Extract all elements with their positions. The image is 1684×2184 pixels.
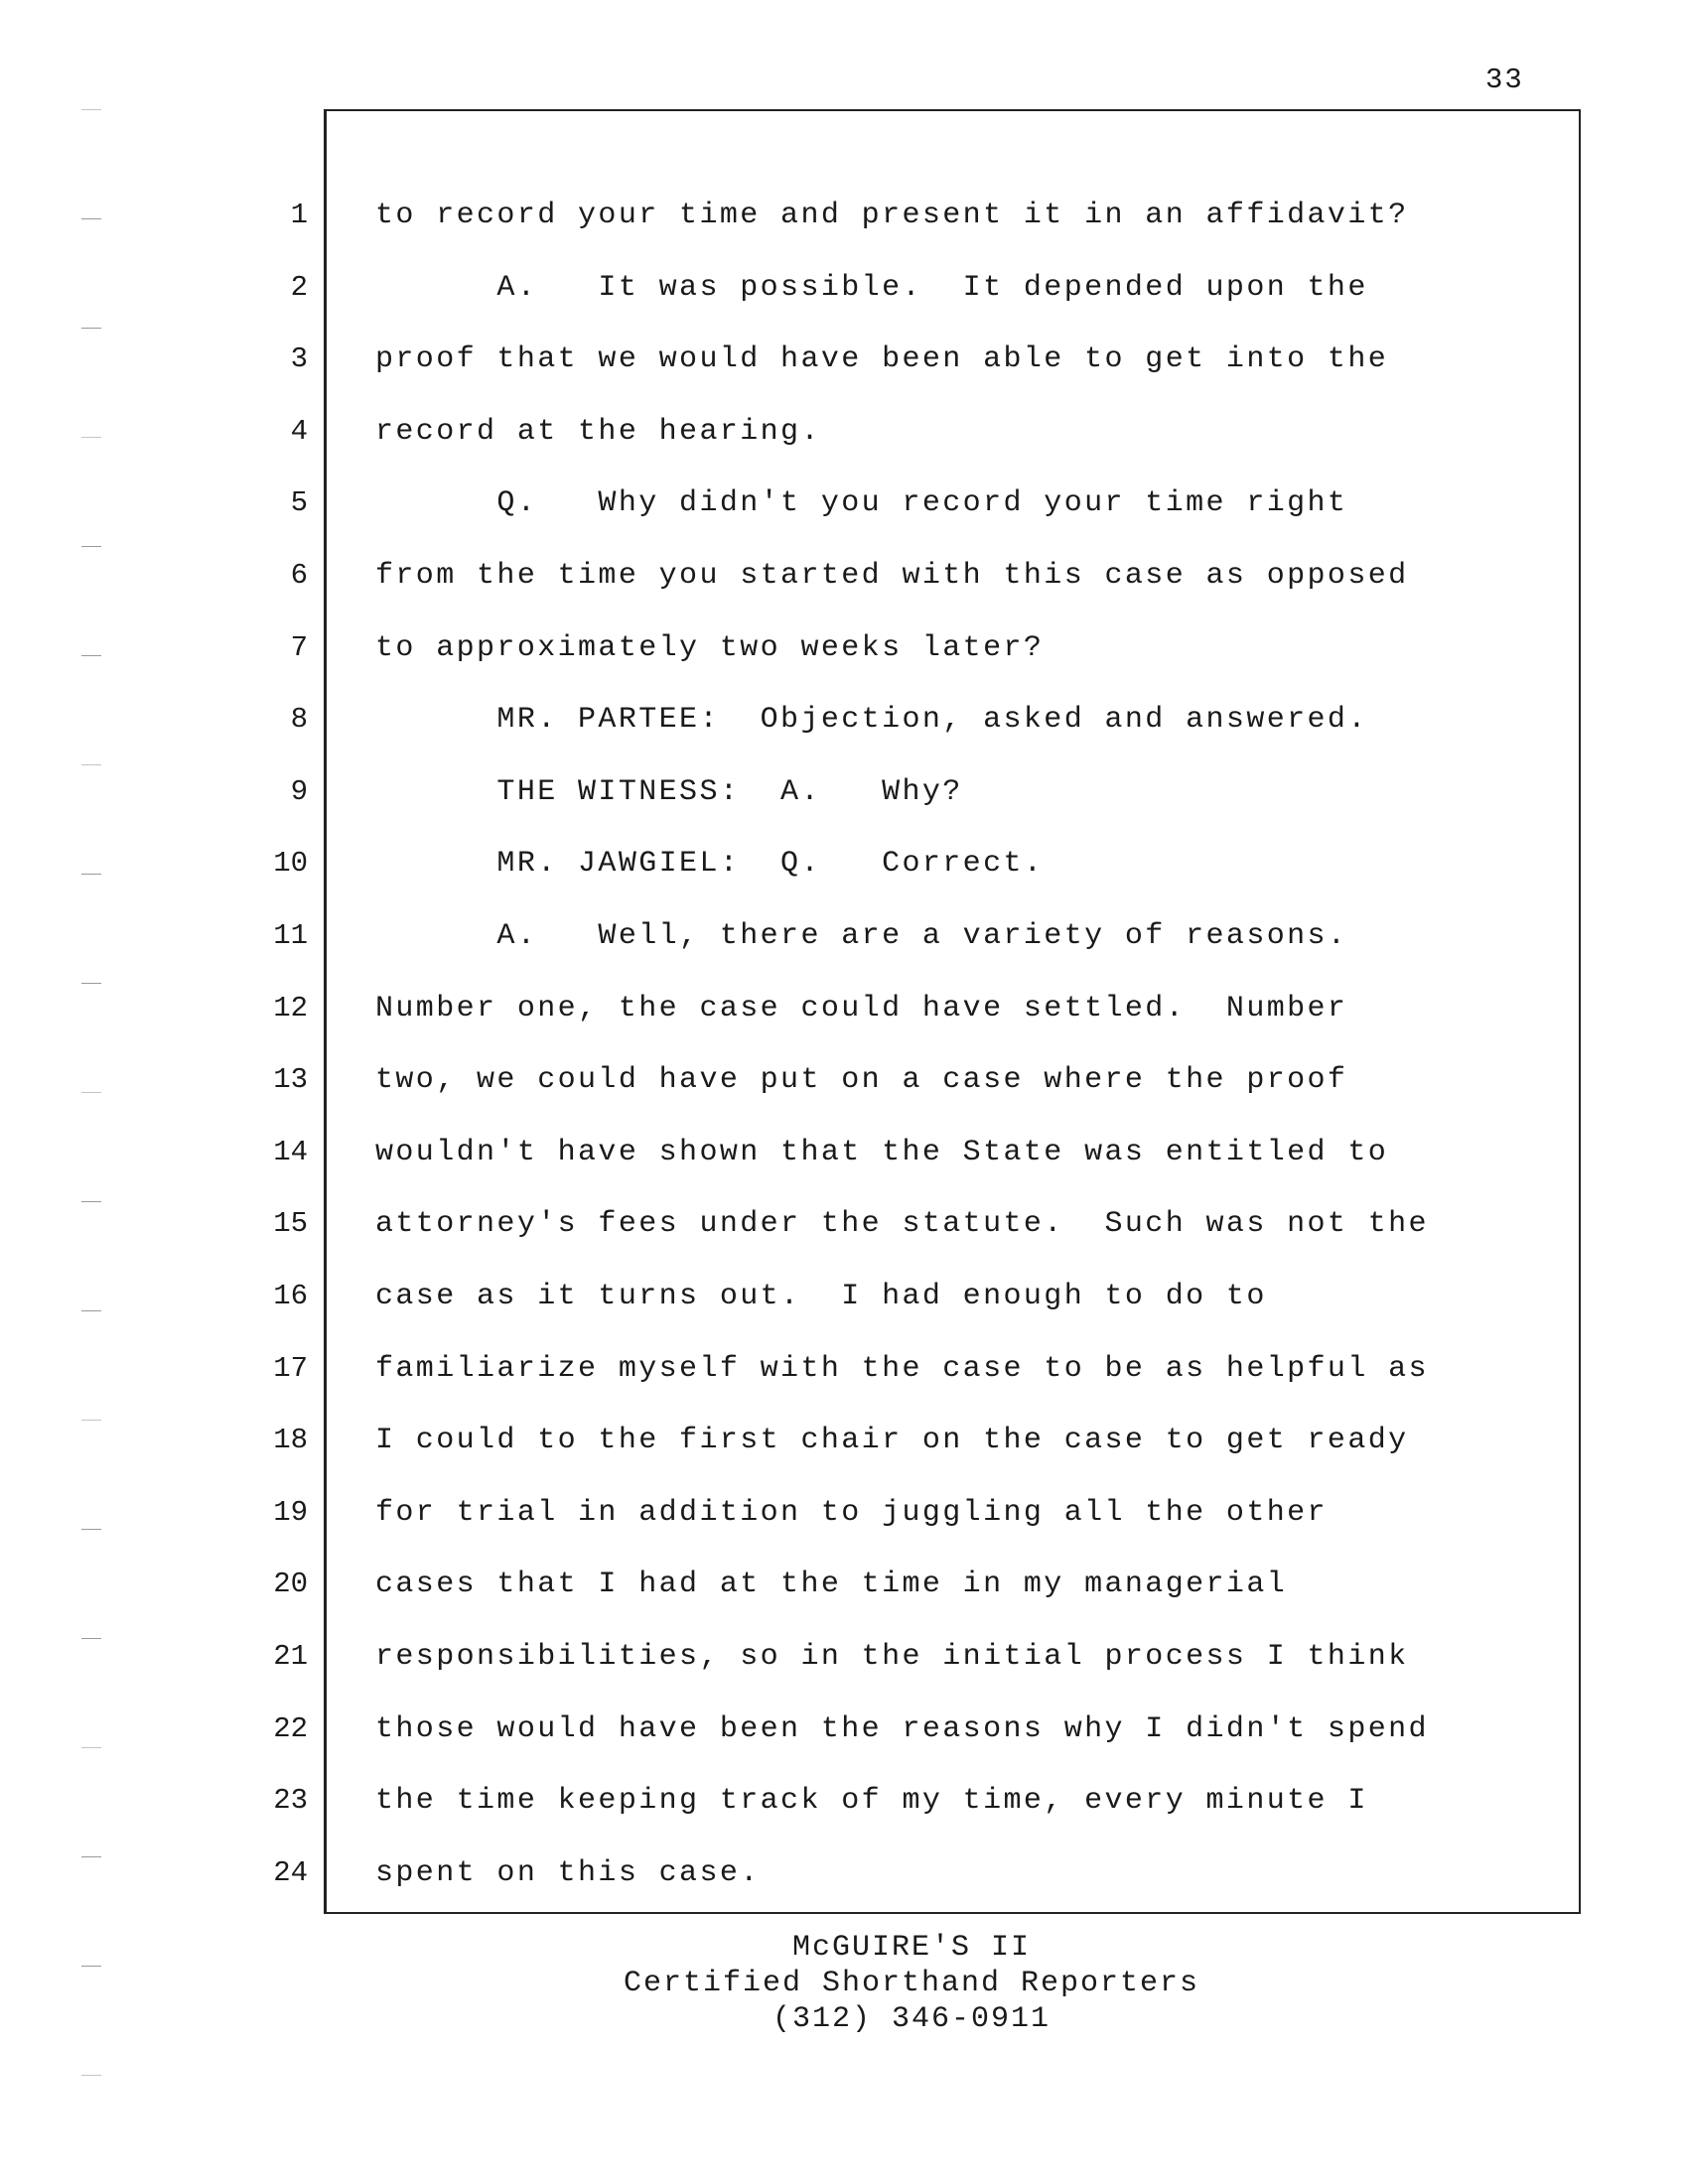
margin-tick bbox=[81, 655, 101, 656]
transcript-line: A. It was possible. It depended upon the bbox=[375, 270, 1368, 305]
line-number: 4 bbox=[290, 414, 308, 448]
line-number: 7 bbox=[290, 630, 308, 664]
transcript-line: for trial in addition to juggling all the other bbox=[375, 1495, 1328, 1530]
margin-tick bbox=[81, 1310, 101, 1311]
line-number: 19 bbox=[273, 1495, 308, 1529]
transcript-line: cases that I had at the time in my managerial bbox=[375, 1568, 1288, 1602]
transcript-line: MR. PARTEE: Objection, asked and answered. bbox=[375, 703, 1368, 738]
line-number: 6 bbox=[290, 559, 308, 592]
margin-tick-marks bbox=[81, 109, 101, 2095]
transcript-line: I could to the first chair on the case to get ready bbox=[375, 1424, 1409, 1458]
transcript-line: familiarize myself with the case to be as helpful as bbox=[375, 1351, 1429, 1386]
margin-tick bbox=[81, 1747, 101, 1748]
transcript-line: to record your time and present it in an affidavit? bbox=[375, 199, 1409, 232]
margin-tick bbox=[81, 1529, 101, 1530]
line-number: 23 bbox=[273, 1784, 308, 1818]
margin-tick bbox=[81, 437, 101, 438]
line-number: 22 bbox=[273, 1711, 308, 1745]
margin-tick bbox=[81, 983, 101, 984]
transcript-line: the time keeping track of my time, every minute I bbox=[375, 1784, 1368, 1819]
transcript-line: case as it turns out. I had enough to do to bbox=[375, 1280, 1267, 1313]
transcript-line: responsibilities, so in the initial process I think bbox=[375, 1640, 1409, 1674]
line-number: 16 bbox=[273, 1280, 308, 1312]
margin-tick bbox=[81, 874, 101, 875]
transcript-line: Q. Why didn't you record your time right bbox=[375, 486, 1348, 521]
transcript-line: proof that we would have been able to get into the bbox=[375, 342, 1389, 377]
line-number: 15 bbox=[273, 1207, 308, 1241]
line-number: 5 bbox=[290, 486, 308, 520]
transcript-line: two, we could have put on a case where the proof bbox=[375, 1063, 1348, 1098]
margin-tick bbox=[81, 1638, 101, 1639]
line-number: 12 bbox=[273, 991, 308, 1024]
transcript-line: to approximately two weeks later? bbox=[375, 630, 1045, 665]
line-number: 13 bbox=[273, 1063, 308, 1097]
reporter-title: Certified Shorthand Reporters bbox=[623, 1967, 1200, 2000]
line-number: 14 bbox=[273, 1135, 308, 1168]
line-number: 24 bbox=[273, 1855, 308, 1889]
line-number: 3 bbox=[290, 342, 308, 376]
transcript-line: spent on this case. bbox=[375, 1855, 761, 1890]
reporter-footer bbox=[0, 1930, 1684, 2037]
margin-tick bbox=[81, 218, 101, 219]
line-number: 8 bbox=[290, 703, 308, 737]
transcript-line: wouldn't have shown that the State was entitled to bbox=[375, 1135, 1389, 1169]
margin-tick bbox=[81, 109, 101, 110]
line-number: 2 bbox=[290, 270, 308, 304]
line-number: 10 bbox=[273, 847, 308, 881]
margin-tick bbox=[81, 2075, 101, 2076]
margin-tick bbox=[81, 1201, 101, 1202]
transcript-line: THE WITNESS: A. Why? bbox=[375, 774, 963, 809]
transcript-line: attorney's fees under the statute. Such was not the bbox=[375, 1207, 1429, 1242]
transcript-line: Number one, the case could have settled. Number bbox=[375, 991, 1348, 1025]
line-number: 11 bbox=[273, 919, 308, 952]
line-number: 1 bbox=[290, 199, 308, 231]
transcript-line: from the time you started with this case as opposed bbox=[375, 559, 1409, 593]
reporter-phone: (312) 346-0911 bbox=[772, 2002, 1052, 2036]
line-number: 9 bbox=[290, 774, 308, 808]
margin-tick bbox=[81, 1856, 101, 1857]
margin-tick bbox=[81, 1420, 101, 1421]
line-number: 20 bbox=[273, 1568, 308, 1601]
transcript-line: those would have been the reasons why I didn't spend bbox=[375, 1711, 1429, 1746]
line-number: 18 bbox=[273, 1424, 308, 1457]
margin-tick bbox=[81, 546, 101, 547]
margin-tick bbox=[81, 1092, 101, 1093]
margin-tick bbox=[81, 328, 101, 329]
transcript-line: A. Well, there are a variety of reasons. bbox=[375, 919, 1348, 953]
line-number: 21 bbox=[273, 1640, 308, 1673]
transcript-line: MR. JAWGIEL: Q. Correct. bbox=[375, 847, 1045, 882]
reporter-name: McGUIRE'S II bbox=[791, 1931, 1032, 1965]
line-number: 17 bbox=[273, 1351, 308, 1385]
transcript-line: record at the hearing. bbox=[375, 414, 821, 449]
page-number: 33 bbox=[1485, 64, 1524, 96]
margin-tick bbox=[81, 764, 101, 765]
